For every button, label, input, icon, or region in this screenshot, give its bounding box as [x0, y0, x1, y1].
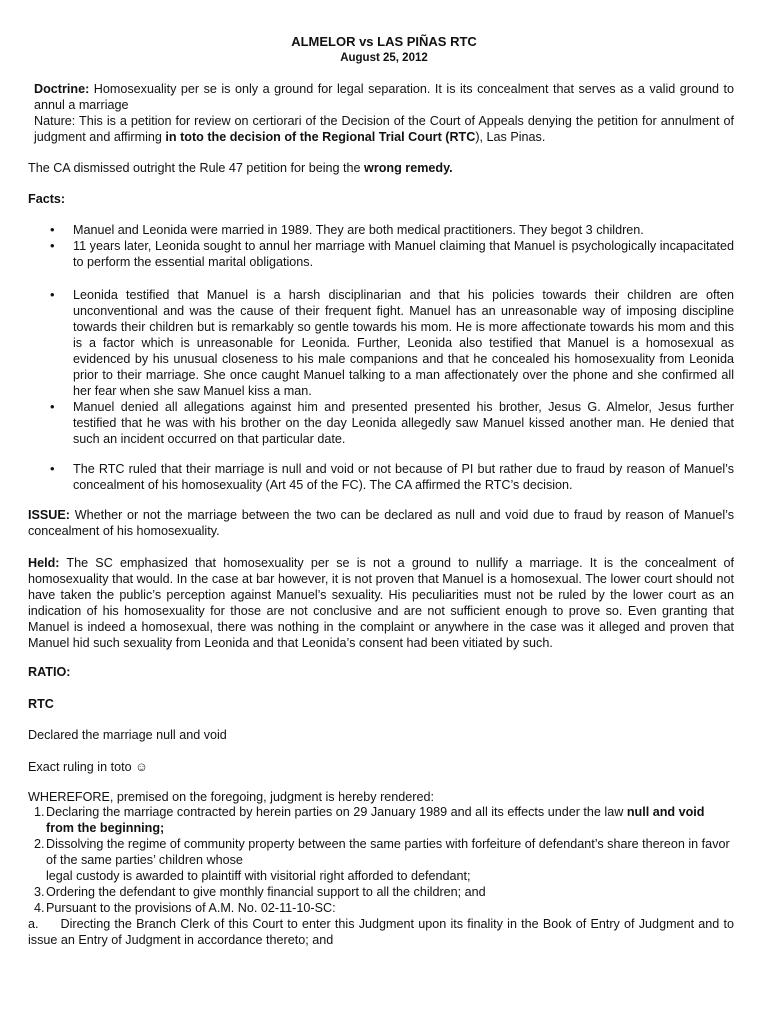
- facts-list-2: [28, 287, 734, 447]
- list-item: • The RTC ruled that their marriage is null and void or not because of PI but rather due to fraud by reason of Manuel’s concealment of his homosexuality (Art 45 of the FC). The CA affirmed the RTC’s decision.: [28, 461, 734, 493]
- ca-dismissal-text: The CA dismissed outright the Rule 47 petition for being the: [28, 161, 365, 175]
- list-item: • Leonida testified that Manuel is a harsh disciplinarian and that his policies towards their children are often unconventional and was the cause of their frequent fight. Manuel has an unreasonable way of imposing discipline towards their children but is remarkably so gentle towards his mom. He is more affectionate towards his mom and this is a factor which is unreasonable for Leonida. Further, Leonida also testified that Manuel is a homosexual as evidenced by his unusual closeness to his male companions and that he concealed his homosexuality from Leonida prior to their marriage. She once caught Manuel talking to a man affectionately over the phone and she confirmed all her fear when she saw Manuel kiss a man.: [28, 287, 734, 399]
- list-item: [28, 900, 734, 916]
- item-text: Pursuant to the provisions of A.M. No. 02-11-10-SC:: [46, 901, 336, 915]
- item-number: 1.: [34, 805, 45, 819]
- doctrine-paragraph: [34, 81, 734, 145]
- list-item: [28, 836, 734, 884]
- item-number: 3.: [34, 885, 45, 899]
- ca-dismissal-paragraph: [28, 160, 734, 176]
- sub-item-label: a.: [28, 917, 39, 931]
- list-item: [28, 804, 734, 836]
- issue-text: Whether or not the marriage between the two can be declared as null and void due to fraud by reason of Manuel’s concealment of his homosexuality.: [28, 508, 734, 538]
- list-item: • Manuel denied all allegations against him and presented presented his brother, Jesus G. Almelor, Jesus further testified that he was with his brother on the day Leonida allegedly saw Manuel kissed another man. He denied that such an incident occurred on that particular date.: [28, 399, 734, 447]
- sub-item-text: Directing the Branch Clerk of this Court to enter this Judgment upon its finality in the Book of Entry of Judgment and to issue an Entry of Judgment in accordance thereto; and: [28, 917, 734, 947]
- facts-list-3: [28, 461, 734, 493]
- facts-heading-text: Facts:: [28, 192, 66, 206]
- facts-list-1: [28, 222, 734, 270]
- judgment-list: [28, 804, 734, 916]
- held-text: The SC emphasized that homosexuality per se is not a ground to nullify a marriage. It is the concealment of homosexuality that would. In the case at bar however, it is not proven that Manuel is a homosexual. The lower court should not have taken the public’s perception against Manuel’s sexuality. His peculiarities must not be ruled by the lower court as an indication of his homosexuality for those are not conclusive and are not sufficient enough to prove so. Even granting that Manuel is indeed a homosexual, there was nothing in the complaint or anywhere in the case was it alleged and proven that Manuel hid such sexuality from Leonida and that Leonida’s consent had been vitiated by such.: [28, 556, 734, 650]
- rtc-declared: Declared the marriage null and void: [28, 728, 227, 742]
- rtc-heading-text: RTC: [28, 697, 54, 711]
- list-item: • Manuel and Leonida were married in 1989. They are both medical practitioners. They begot 3 children.: [28, 222, 734, 238]
- facts-heading: [28, 191, 734, 207]
- nature-paragraph: [34, 113, 734, 145]
- list-item: • 11 years later, Leonida sought to annul her marriage with Manuel claiming that Manuel is psychologically incapacitated to perform the essential marital obligations.: [28, 238, 734, 270]
- item-number: 4.: [34, 901, 45, 915]
- list-item: [28, 884, 734, 900]
- held-label: Held:: [28, 556, 60, 570]
- doctrine-text: Homosexuality per se is only a ground for legal separation. It is its concealment that serves as a valid ground to annul a marriage: [34, 82, 734, 112]
- case-date: August 25, 2012: [340, 52, 428, 64]
- rtc-heading: [28, 696, 734, 712]
- nature-bold-text: in toto the decision of the Regional Trial Court (RTC: [165, 130, 476, 144]
- ratio-heading-text: RATIO:: [28, 665, 71, 679]
- issue-label: ISSUE:: [28, 508, 70, 522]
- item-text: Declaring the marriage contracted by herein parties on 29 January 1989 and all its effects under the law: [46, 805, 627, 819]
- held-paragraph: [28, 555, 734, 651]
- rtc-exact-ruling: Exact ruling in toto ☺: [28, 760, 148, 774]
- item-text: Ordering the defendant to give monthly financial support to all the children; and: [46, 885, 486, 899]
- item-bold-text: null and void from the beginning;: [46, 805, 705, 835]
- issue-paragraph: [28, 507, 734, 539]
- nature-text: Nature: This is a petition for review on certiorari of the Decision of the Court of Appeals denying the petition for annulment of judgment and affirming: [34, 114, 734, 144]
- ratio-heading: [28, 664, 734, 680]
- case-title: ALMELOR vs LAS PIÑAS RTC: [291, 34, 477, 49]
- item-text: Dissolving the regime of community property between the same parties with forfeiture of defendant’s share thereon in favor of the same parties’ children whose: [46, 837, 730, 867]
- judgment-sub-item-a: [28, 916, 734, 948]
- rtc-wherefore: WHEREFORE, premised on the foregoing, judgment is hereby rendered:: [28, 790, 434, 804]
- doctrine-label: Doctrine:: [34, 82, 90, 96]
- ca-dismissal-bold: wrong remedy.: [364, 161, 453, 175]
- item-text-continued: legal custody is awarded to plaintiff with visitorial right afforded to defendant;: [46, 869, 471, 883]
- item-number: 2.: [34, 837, 45, 851]
- nature-text-end: ), Las Pinas.: [475, 130, 546, 144]
